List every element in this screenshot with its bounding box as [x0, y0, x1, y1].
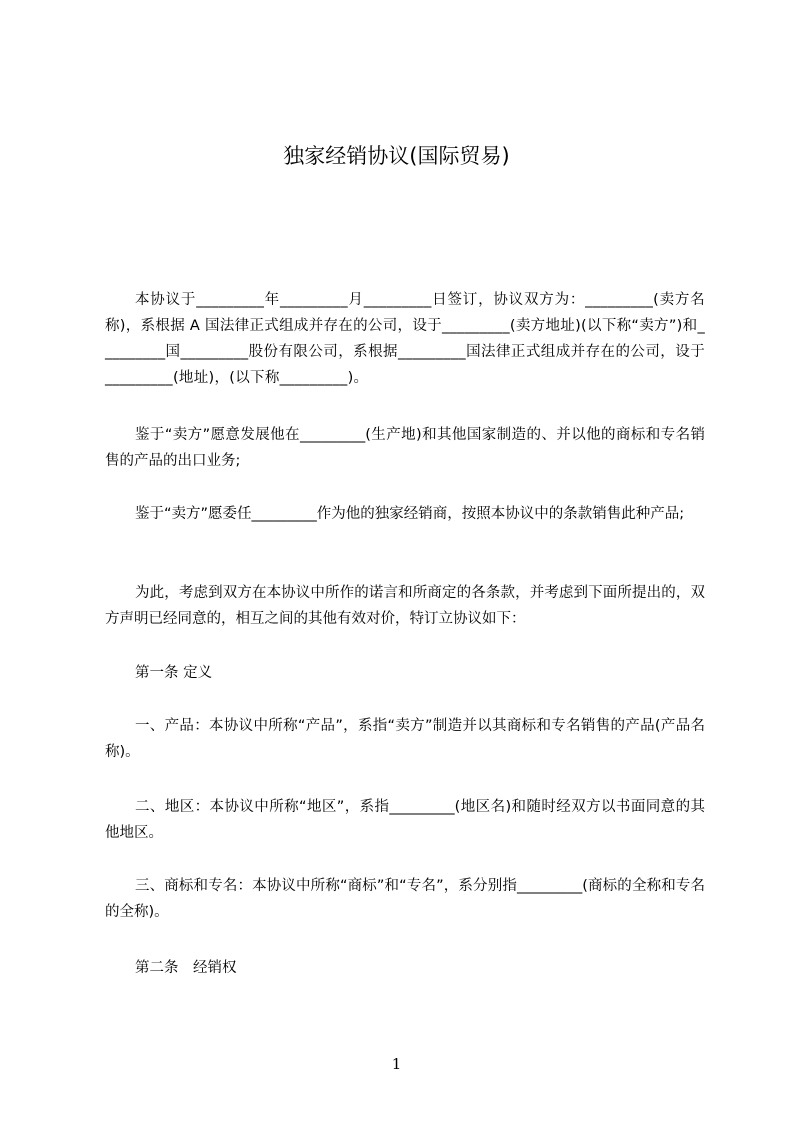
document-title: 独家经销协议(国际贸易): [283, 144, 510, 168]
paragraph-whereas-export: 鉴于“卖方”愿意发展他在_________(生产地)和其他国家制造的、并以他的商标和专名销售的产品的出口业务;: [105, 427, 705, 469]
article-2-heading: 第二条 经销权: [135, 960, 237, 976]
paragraph-preamble: 本协议于_________年_________月_________日签订，协议双方为：_________(卖方名称)，系根据 A 国法律正式组成并存在的公司，设于_________(卖方地址)(以下称“卖方”)和_________国_________股份有限公司，系根据_________国法律正式组成并存在的公司，设于_________(地址)，(以下称_________)。: [105, 292, 705, 386]
definition-products: 一、产品：本协议中所称“产品”，系指“卖方”制造并以其商标和专名销售的产品(产品名称)。: [105, 718, 705, 760]
article-1-heading: 第一条 定义: [135, 665, 213, 681]
definition-trademark: 三、商标和专名：本协议中所称“商标”和“专名”，系分别指_________(商标的全称和专名的全称)。: [105, 878, 705, 920]
paragraph-whereas-appoint: 鉴于“卖方”愿委任_________作为他的独家经销商，按照本协议中的条款销售此种产品;: [135, 506, 685, 522]
page-number: 1: [391, 1055, 402, 1073]
paragraph-consideration: 为此，考虑到双方在本协议中所作的诺言和所商定的各条款，并考虑到下面所提出的，双方声明已经同意的，相互之间的其他有效对价，特订立协议如下：: [105, 585, 705, 627]
definition-territory: 二、地区：本协议中所称“地区”，系指_________(地区名)和随时经双方以书面同意的其他地区。: [105, 799, 705, 841]
